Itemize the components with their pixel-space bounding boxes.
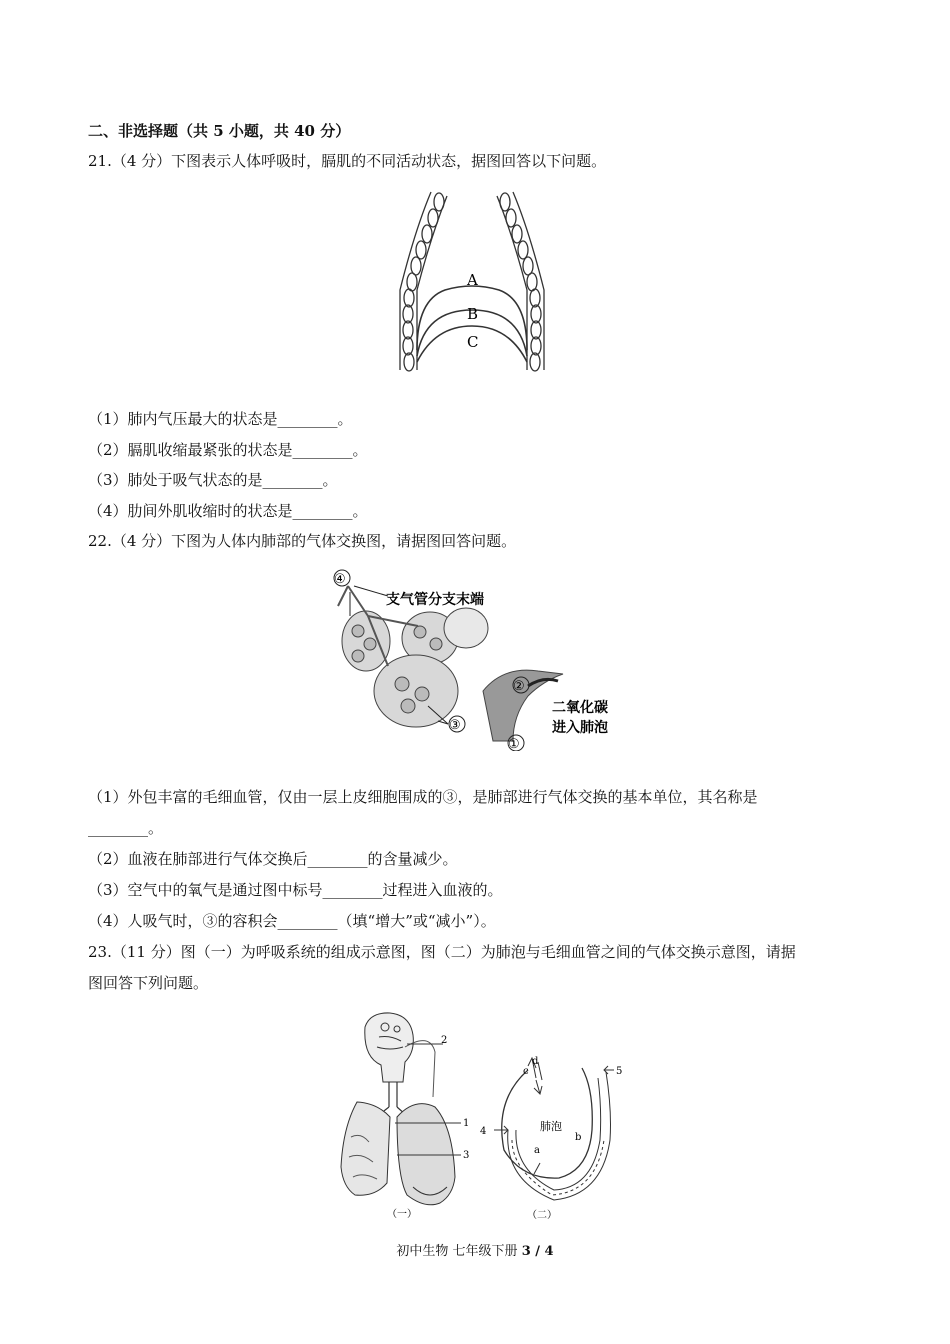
label-fig1-3: 3 (463, 1150, 470, 1161)
lung-gas-exchange-figure (328, 566, 628, 751)
label-4: ④ (334, 572, 346, 587)
q22-item-1: （1）外包丰富的毛细血管，仅由一层上皮细胞围成的③，是肺部进行气体交换的基本单位，其名称是 (88, 788, 758, 806)
label-2: ② (513, 679, 525, 694)
label-fig1-1: 1 (463, 1118, 470, 1129)
q23-stem-line2: 图回答下列问题。 (88, 974, 209, 992)
right-lung (397, 1104, 455, 1205)
footer-text: 初中生物 七年级下册 (396, 1244, 522, 1259)
q21-stem: 21.（4 分）下图表示人体呼吸时，膈肌的不同活动状态，据图回答以下问题。 (88, 152, 607, 170)
label-bronchiole: 支气管分支末端 (386, 592, 484, 608)
left-rib-chain (400, 192, 447, 371)
q23-stem-line1: 23.（11 分）图（一）为呼吸系统的组成示意图，图（二）为肺泡与毛细血管之间的气体交换示意图，请据 (88, 943, 796, 961)
q22-item-4: （4）人吸气时，③的容积会________（填“增大”或“减小”）。 (88, 912, 496, 930)
capillary-outer (508, 1072, 611, 1200)
label-b: B (467, 305, 479, 323)
page-footer (0, 1240, 950, 1259)
label-c: c (523, 1066, 529, 1077)
label-a: a (534, 1145, 540, 1156)
head-airway (365, 1013, 414, 1082)
label-co2-line1: 二氧化碳 (552, 700, 608, 716)
q21-item-1: （1）肺内气压最大的状态是________。 (88, 410, 353, 428)
q21-item-2: （2）膈肌收缩最紧张的状态是________。 (88, 441, 368, 459)
q21-item-3: （3）肺处于吸气状态的是________。 (88, 471, 338, 489)
q22-item-1-blank: ________。 (88, 819, 164, 837)
q22-stem: 22.（4 分）下图为人体内肺部的气体交换图，请据图回答问题。 (88, 532, 517, 550)
right-rib-chain (497, 192, 544, 371)
caption-fig2: （二） (527, 1210, 557, 1221)
label-c: C (467, 333, 479, 351)
q22-item-3: （3）空气中的氧气是通过图中标号________过程进入血液的。 (88, 881, 503, 899)
trachea (389, 1082, 397, 1107)
label-fig1-2: 2 (441, 1035, 448, 1046)
alveolus-capillary-figure (474, 1050, 624, 1225)
left-lung (341, 1102, 390, 1195)
label-3: ③ (449, 718, 461, 733)
respiratory-system-figure (335, 1007, 485, 1222)
label-co2-line2: 进入肺泡 (552, 720, 608, 736)
label-1: ① (508, 737, 520, 751)
page-number: 3 / 4 (521, 1244, 554, 1259)
section-title: 二、非选择题（共 5 小题，共 40 分） (88, 122, 351, 140)
label-5: 5 (616, 1066, 623, 1077)
q22-item-2: （2）血液在肺部进行气体交换后________的含量减少。 (88, 850, 458, 868)
label-d: d (532, 1056, 539, 1067)
q21-item-4: （4）肋间外肌收缩时的状态是________。 (88, 502, 368, 520)
label-b: b (575, 1132, 582, 1143)
label-a: A (467, 271, 478, 289)
caption-fig1: （一） (387, 1209, 417, 1220)
diaphragm-figure (395, 190, 555, 380)
label-alveolus: 肺泡 (540, 1120, 562, 1133)
label-4: 4 (480, 1126, 487, 1137)
